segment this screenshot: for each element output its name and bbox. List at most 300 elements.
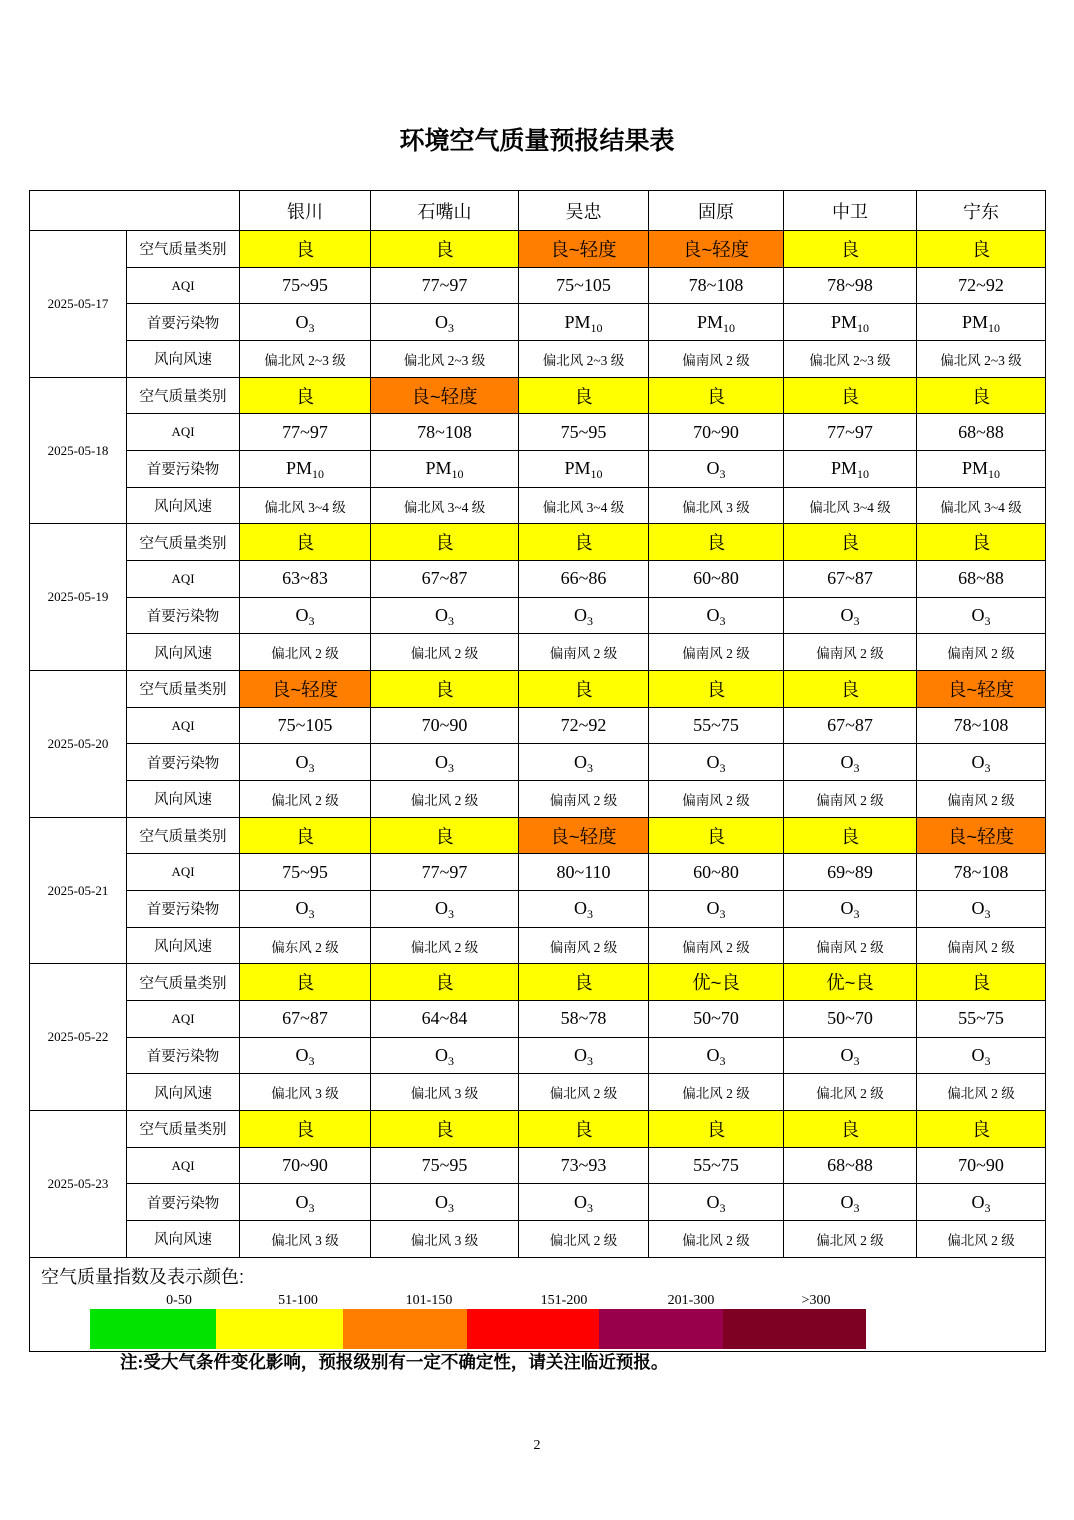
aqi-cell: 69~89 (784, 854, 917, 891)
aqi-range-label: >300 (801, 1293, 831, 1309)
row-label: 首要污染物 (127, 1037, 240, 1074)
category-cell: 良 (371, 671, 519, 708)
wind-cell: 偏北风 3~4 级 (371, 487, 519, 524)
aqi-cell: 55~75 (649, 1147, 784, 1184)
aqi-cell: 77~97 (784, 414, 917, 451)
aqi-cell: 73~93 (519, 1147, 649, 1184)
pollutant-subscript: 3 (719, 467, 726, 482)
wind-cell: 偏北风 2~3 级 (784, 341, 917, 378)
pollutant-subscript: 10 (988, 320, 1000, 335)
forecast-row (30, 1184, 1046, 1221)
pollutant-symbol: PM (830, 458, 857, 479)
category-cell: 良 (240, 817, 371, 854)
pollutant-cell (240, 304, 371, 341)
pollutant-symbol: O (435, 311, 448, 332)
aqi-cell: 70~90 (917, 1147, 1046, 1184)
wind-cell: 偏南风 2 级 (519, 781, 649, 818)
aqi-cell: 60~80 (649, 561, 784, 598)
pollutant-subscript: 3 (984, 907, 991, 922)
row-label: 首要污染物 (127, 891, 240, 928)
aqi-cell: 50~70 (784, 1001, 917, 1038)
row-label: 风向风速 (127, 781, 240, 818)
wind-cell: 偏北风 3~4 级 (917, 487, 1046, 524)
aqi-color-swatch (723, 1309, 866, 1349)
forecast-row (30, 524, 1046, 561)
aqi-range-label: 201-300 (667, 1293, 715, 1309)
aqi-cell: 67~87 (784, 561, 917, 598)
pollutant-subscript: 10 (857, 467, 869, 482)
forecast-row (30, 634, 1046, 671)
aqi-legend (30, 1258, 1045, 1350)
pollutant-cell (784, 1184, 917, 1221)
pollutant-symbol: O (574, 1045, 587, 1066)
pollutant-subscript: 3 (308, 1054, 315, 1069)
pollutant-subscript: 3 (853, 614, 860, 629)
forecast-row (30, 1001, 1046, 1038)
row-label: 风向风速 (127, 927, 240, 964)
category-cell: 良 (784, 231, 917, 268)
row-label: 风向风速 (127, 1074, 240, 1111)
pollutant-cell (519, 1184, 649, 1221)
pollutant-cell (649, 744, 784, 781)
forecast-table-body (30, 191, 1046, 1352)
category-cell: 良 (917, 524, 1046, 561)
header-row (30, 191, 1046, 231)
category-cell: 良 (240, 377, 371, 414)
aqi-color-swatch (90, 1309, 216, 1349)
wind-cell: 偏南风 2 级 (649, 927, 784, 964)
pollutant-cell (371, 1184, 519, 1221)
forecast-row (30, 341, 1046, 378)
pollutant-cell (519, 744, 649, 781)
row-label: AQI (127, 561, 240, 598)
aqi-cell: 55~75 (917, 1001, 1046, 1038)
row-label: 首要污染物 (127, 304, 240, 341)
pollutant-symbol: O (295, 898, 309, 919)
pollutant-subscript: 10 (988, 467, 1000, 482)
date-cell: 2025-05-18 (30, 377, 127, 524)
forecast-row (30, 1221, 1046, 1258)
date-cell: 2025-05-23 (30, 1111, 127, 1258)
aqi-cell: 77~97 (240, 414, 371, 451)
pollutant-symbol: O (435, 1191, 448, 1212)
wind-cell: 偏南风 2 级 (784, 781, 917, 818)
pollutant-symbol: O (574, 751, 587, 772)
pollutant-cell (649, 1184, 784, 1221)
forecast-row (30, 1147, 1046, 1184)
pollutant-symbol: O (971, 1045, 985, 1066)
city-header: 银川 (240, 191, 371, 231)
pollutant-subscript: 3 (308, 760, 315, 775)
pollutant-symbol: O (295, 751, 309, 772)
pollutant-cell (371, 451, 519, 488)
pollutant-subscript: 10 (590, 320, 603, 335)
category-cell: 良 (784, 671, 917, 708)
category-cell: 良 (784, 524, 917, 561)
pollutant-subscript: 3 (853, 1200, 860, 1215)
date-cell: 2025-05-17 (30, 231, 127, 378)
pollutant-symbol: O (706, 458, 720, 479)
aqi-cell: 75~105 (240, 707, 371, 744)
aqi-cell: 78~108 (917, 707, 1046, 744)
aqi-cell: 66~86 (519, 561, 649, 598)
row-label: 首要污染物 (127, 451, 240, 488)
pollutant-cell (917, 1184, 1046, 1221)
pollutant-subscript: 3 (448, 760, 454, 775)
row-label: 风向风速 (127, 634, 240, 671)
forecast-row (30, 377, 1046, 414)
wind-cell: 偏南风 2 级 (519, 927, 649, 964)
row-label: AQI (127, 414, 240, 451)
aqi-cell: 75~105 (519, 267, 649, 304)
pollutant-subscript: 3 (448, 907, 454, 922)
pollutant-cell (371, 304, 519, 341)
category-cell: 良 (649, 1111, 784, 1148)
category-cell: 良 (240, 1111, 371, 1148)
aqi-cell: 75~95 (240, 267, 371, 304)
aqi-cell: 78~108 (917, 854, 1046, 891)
category-cell: 良~轻度 (519, 231, 649, 268)
pollutant-cell (917, 891, 1046, 928)
pollutant-subscript: 3 (308, 320, 315, 335)
corner-cell (30, 191, 240, 231)
pollutant-subscript: 3 (587, 760, 593, 775)
pollutant-subscript: 3 (448, 320, 454, 335)
pollutant-symbol: PM (564, 458, 591, 479)
row-label: 空气质量类别 (127, 671, 240, 708)
pollutant-cell (519, 451, 649, 488)
wind-cell: 偏北风 3 级 (240, 1221, 371, 1258)
pollutant-subscript: 3 (719, 760, 726, 775)
pollutant-cell (240, 744, 371, 781)
aqi-cell: 68~88 (917, 561, 1046, 598)
aqi-cell: 78~98 (784, 267, 917, 304)
pollutant-subscript: 3 (984, 760, 991, 775)
pollutant-symbol: O (295, 605, 309, 626)
pollutant-cell (371, 597, 519, 634)
pollutant-symbol: O (574, 1191, 587, 1212)
category-cell: 良 (240, 231, 371, 268)
aqi-range-label: 101-150 (405, 1293, 453, 1309)
wind-cell: 偏北风 3 级 (240, 1074, 371, 1111)
category-cell: 良 (917, 377, 1046, 414)
forecast-note: 注:受大气条件变化影响，预报级别有一定不确定性，请关注临近预报。 (120, 1352, 669, 1372)
pollutant-cell (240, 891, 371, 928)
pollutant-symbol: PM (425, 458, 452, 479)
category-cell: 良 (917, 231, 1046, 268)
forecast-row (30, 891, 1046, 928)
category-cell: 良 (649, 377, 784, 414)
category-cell: 良 (240, 964, 371, 1001)
pollutant-subscript: 3 (448, 1054, 454, 1069)
pollutant-subscript: 3 (853, 907, 860, 922)
pollutant-cell (649, 304, 784, 341)
pollutant-symbol: O (706, 1045, 720, 1066)
row-label: 空气质量类别 (127, 377, 240, 414)
date-cell: 2025-05-19 (30, 524, 127, 671)
category-cell: 优~良 (784, 964, 917, 1001)
pollutant-symbol: O (435, 751, 448, 772)
pollutant-subscript: 3 (587, 1200, 593, 1215)
aqi-cell: 67~87 (784, 707, 917, 744)
pollutant-subscript: 10 (590, 467, 603, 482)
category-cell: 良 (784, 377, 917, 414)
aqi-cell: 78~108 (649, 267, 784, 304)
pollutant-cell (649, 597, 784, 634)
pollutant-symbol: PM (696, 311, 723, 332)
forecast-row (30, 561, 1046, 598)
wind-cell: 偏北风 3 级 (371, 1221, 519, 1258)
wind-cell: 偏北风 3 级 (649, 487, 784, 524)
category-cell: 良 (649, 817, 784, 854)
aqi-cell: 80~110 (519, 854, 649, 891)
pollutant-subscript: 3 (308, 907, 315, 922)
pollutant-cell (240, 597, 371, 634)
aqi-cell: 70~90 (371, 707, 519, 744)
wind-cell: 偏北风 2 级 (240, 781, 371, 818)
date-cell: 2025-05-21 (30, 817, 127, 964)
aqi-cell: 67~87 (240, 1001, 371, 1038)
pollutant-symbol: O (435, 605, 448, 626)
row-label: 空气质量类别 (127, 524, 240, 561)
category-cell: 良 (519, 524, 649, 561)
forecast-row (30, 487, 1046, 524)
aqi-range-label: 51-100 (278, 1293, 318, 1309)
wind-cell: 偏北风 2~3 级 (519, 341, 649, 378)
pollutant-cell (371, 1037, 519, 1074)
row-label: 空气质量类别 (127, 1111, 240, 1148)
pollutant-subscript: 3 (587, 907, 593, 922)
city-header: 吴忠 (519, 191, 649, 231)
pollutant-symbol: O (435, 1045, 448, 1066)
pollutant-symbol: O (840, 751, 854, 772)
pollutant-symbol: PM (961, 311, 988, 332)
forecast-row (30, 854, 1046, 891)
pollutant-symbol: O (706, 605, 720, 626)
row-label: 首要污染物 (127, 597, 240, 634)
pollutant-cell (240, 1037, 371, 1074)
pollutant-cell (371, 891, 519, 928)
wind-cell: 偏北风 3 级 (371, 1074, 519, 1111)
aqi-cell: 72~92 (519, 707, 649, 744)
aqi-cell: 72~92 (917, 267, 1046, 304)
pollutant-subscript: 3 (719, 907, 726, 922)
pollutant-cell (519, 597, 649, 634)
pollutant-symbol: O (574, 898, 587, 919)
aqi-cell: 70~90 (649, 414, 784, 451)
pollutant-symbol: O (971, 1191, 985, 1212)
pollutant-subscript: 3 (719, 1200, 726, 1215)
pollutant-cell (784, 597, 917, 634)
aqi-cell: 75~95 (371, 1147, 519, 1184)
page-title: 环境空气质量预报结果表 (399, 128, 675, 155)
category-cell: 良 (519, 377, 649, 414)
legend-cell (30, 1257, 1046, 1351)
forecast-row (30, 304, 1046, 341)
row-label: AQI (127, 267, 240, 304)
pollutant-symbol: O (295, 1045, 309, 1066)
aqi-cell: 63~83 (240, 561, 371, 598)
wind-cell: 偏南风 2 级 (649, 781, 784, 818)
forecast-row (30, 817, 1046, 854)
pollutant-subscript: 3 (853, 760, 860, 775)
pollutant-symbol: PM (961, 458, 988, 479)
pollutant-symbol: O (840, 1191, 854, 1212)
forecast-row (30, 744, 1046, 781)
pollutant-cell (649, 891, 784, 928)
pollutant-symbol: O (706, 898, 720, 919)
forecast-row (30, 1037, 1046, 1074)
wind-cell: 偏北风 2 级 (240, 634, 371, 671)
pollutant-cell (649, 1037, 784, 1074)
wind-cell: 偏北风 2 级 (519, 1221, 649, 1258)
pollutant-symbol: PM (564, 311, 591, 332)
pollutant-cell (519, 891, 649, 928)
aqi-cell: 60~80 (649, 854, 784, 891)
aqi-cell: 68~88 (784, 1147, 917, 1184)
pollutant-subscript: 3 (719, 614, 726, 629)
aqi-cell: 50~70 (649, 1001, 784, 1038)
category-cell: 良 (649, 524, 784, 561)
forecast-row (30, 671, 1046, 708)
wind-cell: 偏北风 2 级 (784, 1074, 917, 1111)
pollutant-cell (519, 1037, 649, 1074)
category-cell: 良~轻度 (519, 817, 649, 854)
pollutant-cell (784, 451, 917, 488)
wind-cell: 偏南风 2 级 (784, 634, 917, 671)
aqi-color-swatch (599, 1309, 723, 1349)
forecast-row (30, 1074, 1046, 1111)
wind-cell: 偏南风 2 级 (519, 634, 649, 671)
date-cell: 2025-05-22 (30, 964, 127, 1111)
legend-title: 空气质量指数及表示颜色: (41, 1267, 244, 1288)
category-cell: 良 (371, 964, 519, 1001)
pollutant-cell (917, 597, 1046, 634)
category-cell: 良 (784, 817, 917, 854)
pollutant-cell (784, 744, 917, 781)
category-cell: 良 (519, 964, 649, 1001)
row-label: 空气质量类别 (127, 231, 240, 268)
pollutant-symbol: O (706, 1191, 720, 1212)
aqi-cell: 75~95 (240, 854, 371, 891)
pollutant-symbol: O (574, 605, 587, 626)
wind-cell: 偏北风 2 级 (371, 634, 519, 671)
wind-cell: 偏北风 3~4 级 (784, 487, 917, 524)
city-header: 石嘴山 (371, 191, 519, 231)
category-cell: 良~轻度 (649, 231, 784, 268)
pollutant-subscript: 3 (308, 1200, 315, 1215)
aqi-color-swatch (343, 1309, 467, 1349)
pollutant-symbol: O (971, 605, 985, 626)
pollutant-subscript: 3 (719, 1054, 726, 1069)
forecast-row (30, 414, 1046, 451)
date-cell: 2025-05-20 (30, 671, 127, 818)
page-number: 2 (533, 1438, 541, 1453)
wind-cell: 偏北风 2 级 (917, 1221, 1046, 1258)
aqi-color-swatch (467, 1309, 599, 1349)
pollutant-symbol: PM (285, 458, 312, 479)
pollutant-cell (784, 304, 917, 341)
category-cell: 良 (371, 1111, 519, 1148)
pollutant-symbol: O (706, 751, 720, 772)
category-cell: 良 (917, 1111, 1046, 1148)
forecast-row (30, 707, 1046, 744)
pollutant-cell (371, 744, 519, 781)
pollutant-subscript: 10 (312, 467, 324, 482)
forecast-row (30, 781, 1046, 818)
category-cell: 良 (371, 817, 519, 854)
category-cell: 良~轻度 (371, 377, 519, 414)
pollutant-cell (917, 1037, 1046, 1074)
aqi-color-swatch (216, 1309, 343, 1349)
row-label: 空气质量类别 (127, 964, 240, 1001)
category-cell: 良 (649, 671, 784, 708)
forecast-row (30, 964, 1046, 1001)
row-label: 风向风速 (127, 1221, 240, 1258)
category-cell: 优~良 (649, 964, 784, 1001)
pollutant-subscript: 10 (723, 320, 735, 335)
wind-cell: 偏北风 2 级 (917, 1074, 1046, 1111)
pollutant-symbol: O (971, 898, 985, 919)
row-label: 首要污染物 (127, 744, 240, 781)
aqi-range-label: 151-200 (540, 1293, 588, 1309)
aqi-cell: 55~75 (649, 707, 784, 744)
wind-cell: 偏北风 2 级 (649, 1074, 784, 1111)
legend-row (30, 1257, 1046, 1351)
pollutant-cell (917, 744, 1046, 781)
pollutant-cell (649, 451, 784, 488)
pollutant-subscript: 3 (984, 614, 991, 629)
row-label: 风向风速 (127, 487, 240, 524)
pollutant-cell (240, 451, 371, 488)
category-cell: 良 (371, 231, 519, 268)
wind-cell: 偏北风 3~4 级 (519, 487, 649, 524)
pollutant-subscript: 3 (587, 1054, 593, 1069)
aqi-range-label: 0-50 (166, 1293, 192, 1309)
pollutant-symbol: O (971, 751, 985, 772)
wind-cell: 偏北风 2 级 (371, 927, 519, 964)
wind-cell: 偏北风 2 级 (784, 1221, 917, 1258)
pollutant-symbol: O (840, 1045, 854, 1066)
forecast-table (29, 190, 1046, 1352)
wind-cell: 偏南风 2 级 (649, 634, 784, 671)
pollutant-subscript: 3 (853, 1054, 860, 1069)
wind-cell: 偏北风 2~3 级 (371, 341, 519, 378)
pollutant-cell (784, 1037, 917, 1074)
pollutant-cell (917, 304, 1046, 341)
forecast-row (30, 267, 1046, 304)
category-cell: 良 (917, 964, 1046, 1001)
row-label: AQI (127, 1147, 240, 1184)
forecast-row (30, 231, 1046, 268)
aqi-cell: 68~88 (917, 414, 1046, 451)
pollutant-subscript: 3 (448, 1200, 454, 1215)
pollutant-symbol: O (840, 605, 854, 626)
pollutant-cell (784, 891, 917, 928)
pollutant-subscript: 10 (857, 320, 869, 335)
forecast-row (30, 1111, 1046, 1148)
pollutant-cell (917, 451, 1046, 488)
pollutant-symbol: O (295, 311, 309, 332)
row-label: AQI (127, 854, 240, 891)
row-label: 首要污染物 (127, 1184, 240, 1221)
wind-cell: 偏北风 3~4 级 (240, 487, 371, 524)
pollutant-symbol: O (435, 898, 448, 919)
pollutant-subscript: 3 (587, 614, 593, 629)
aqi-cell: 64~84 (371, 1001, 519, 1038)
city-header: 固原 (649, 191, 784, 231)
wind-cell: 偏南风 2 级 (917, 927, 1046, 964)
